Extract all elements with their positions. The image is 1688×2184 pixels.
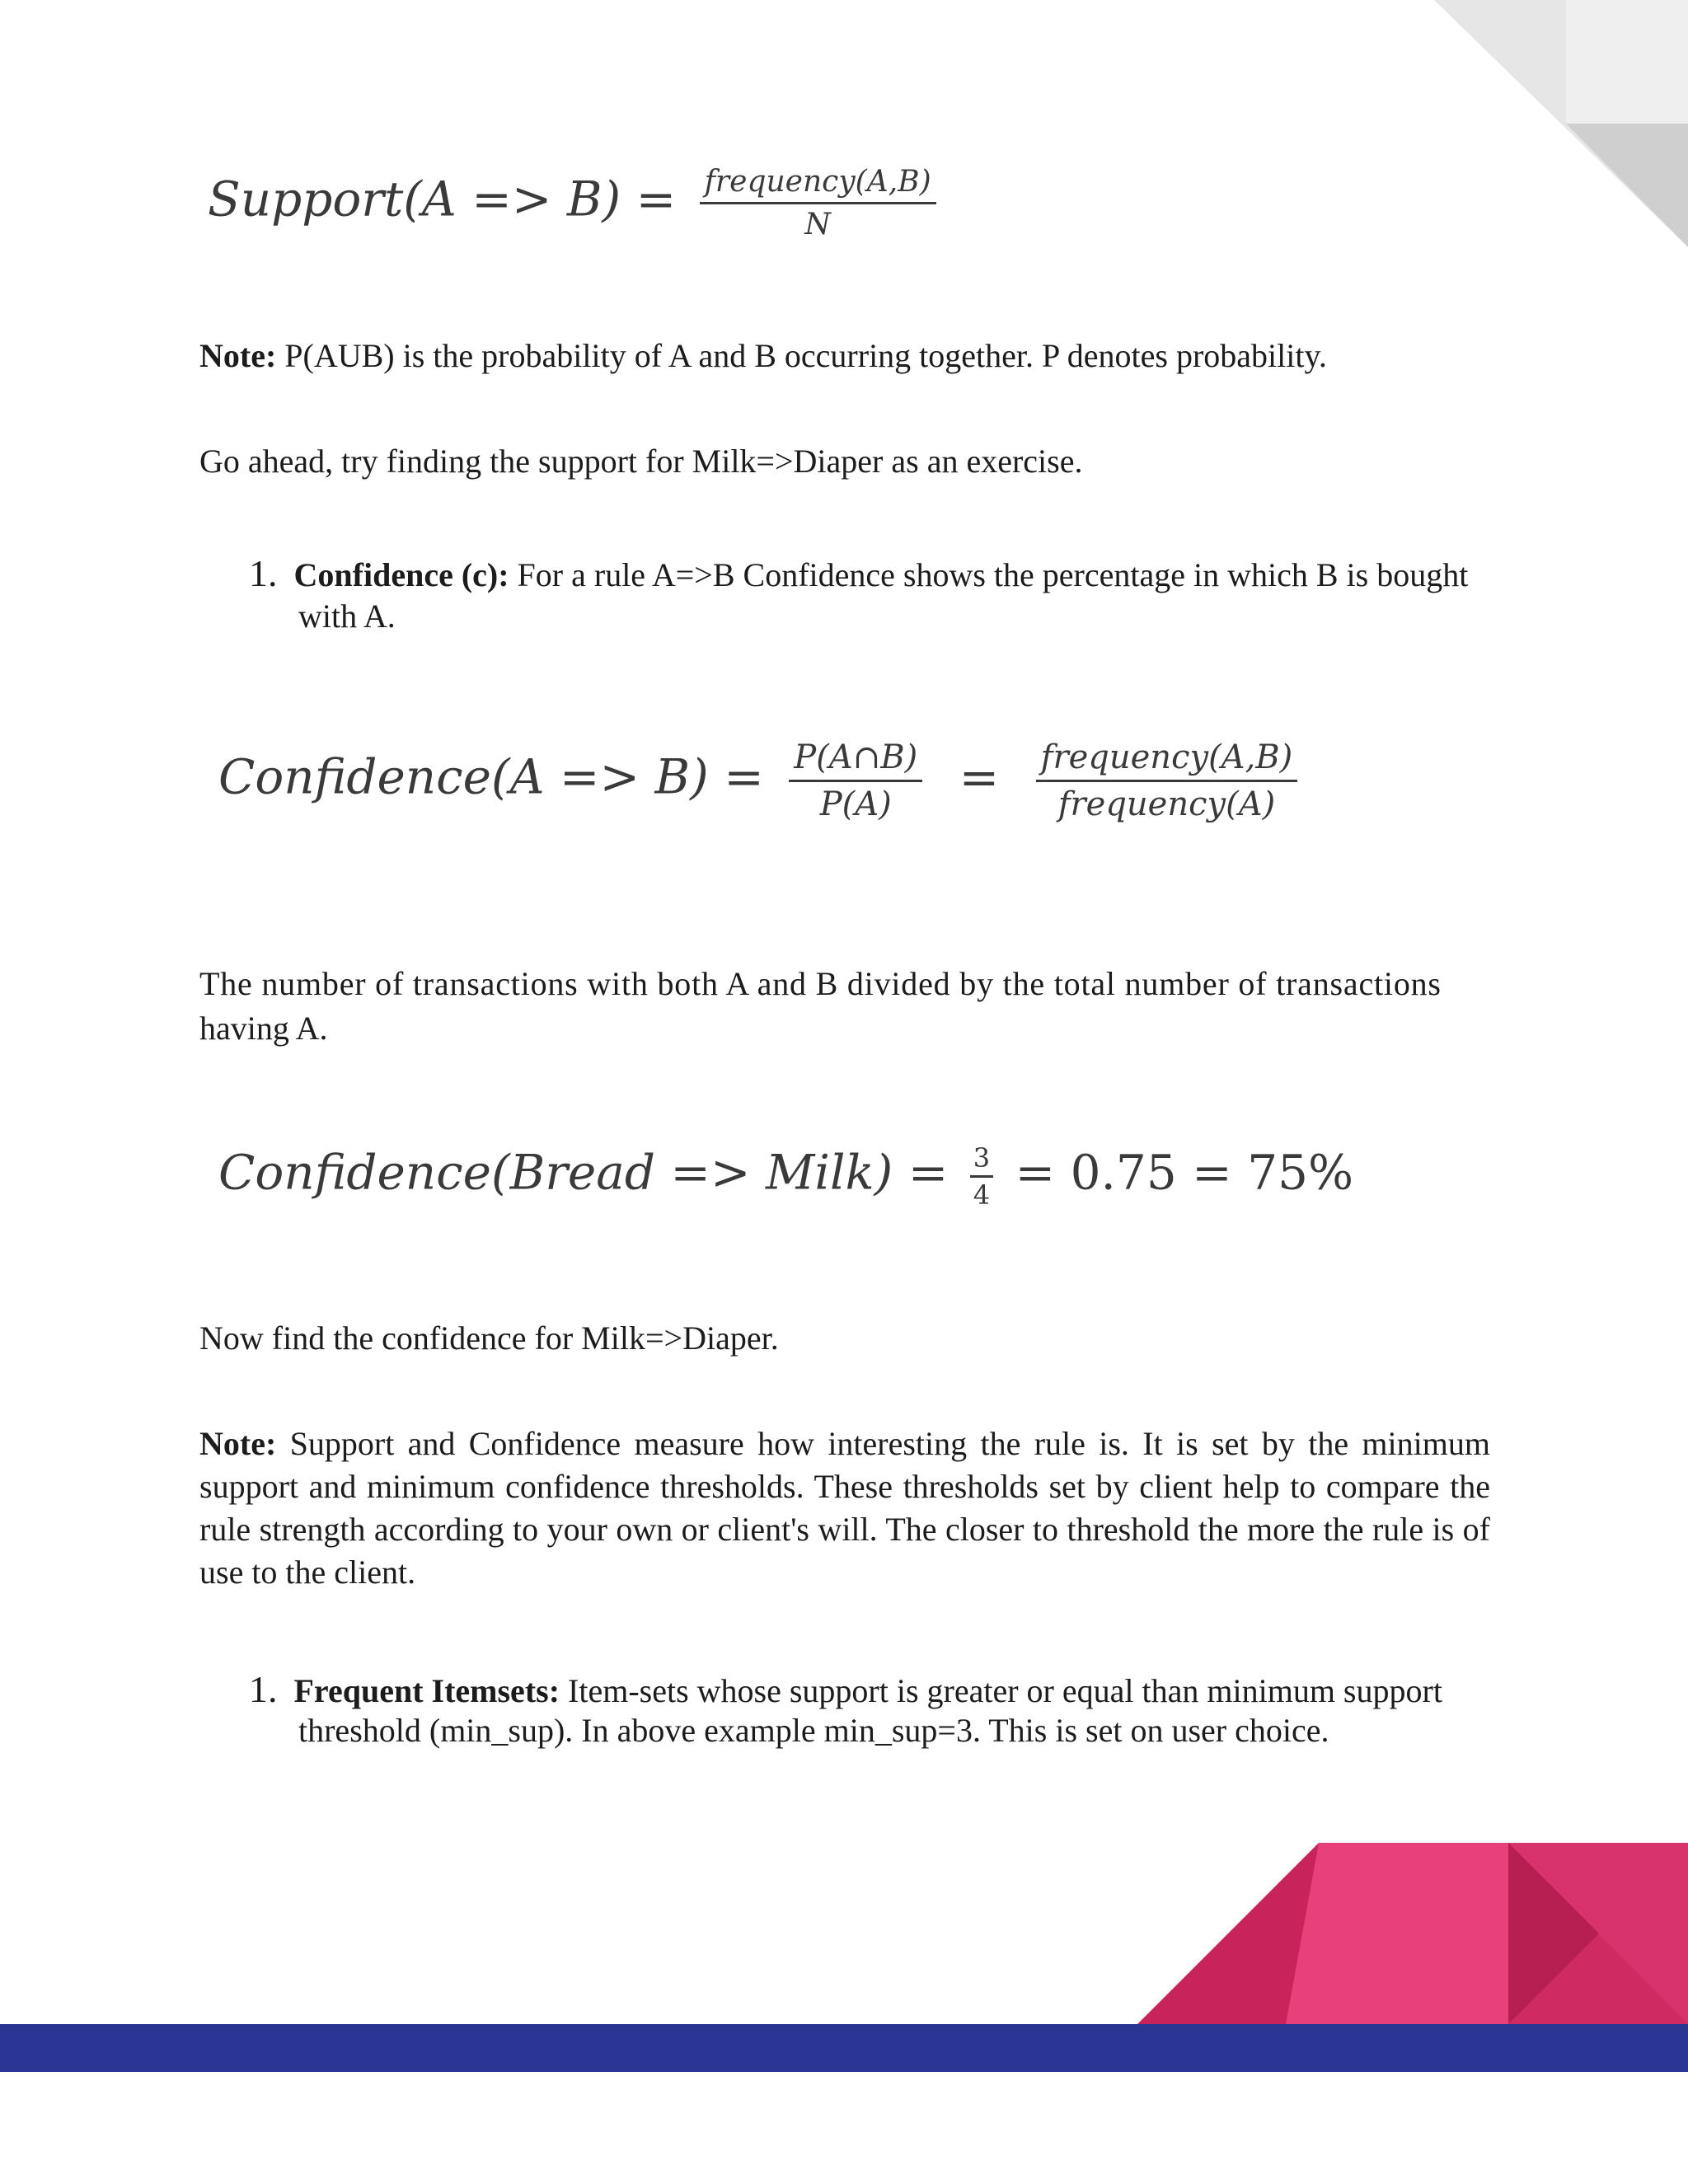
note-label: Note: <box>199 337 277 374</box>
confidence-example-numerator: 3 <box>970 1142 993 1178</box>
note-thresholds-label: Note: <box>199 1425 277 1462</box>
note-probability <box>199 335 1327 377</box>
footer-decoration <box>1137 1843 1688 2024</box>
footer-bar <box>0 2024 1688 2072</box>
confidence-example-fraction <box>970 1142 993 1211</box>
confidence-formula-lhs: Confidence(A => B) = <box>218 748 764 805</box>
confidence-freq-fraction <box>1036 738 1298 823</box>
confidence-example-lhs: Confidence(Bread => Milk) = <box>218 1144 949 1201</box>
note-text: P(AUB) is the probability of A and B occurring together. P denotes probability. <box>276 337 1327 374</box>
confidence-example-formula <box>218 1142 1353 1211</box>
support-denominator: N <box>804 208 831 241</box>
confidence-prob-fraction <box>789 738 922 823</box>
confidence-prob-numerator: P(A∩B) <box>789 738 922 782</box>
confidence-prob-denominator: P(A) <box>819 785 892 823</box>
list-number: 1. <box>249 1668 278 1710</box>
corner-decoration <box>1434 0 1688 255</box>
confidence-formula <box>218 738 1297 823</box>
exercise-support: Go ahead, try finding the support for Milk=>Diaper as an exercise. <box>199 443 1083 480</box>
support-formula-lhs: Support(A => B) = <box>208 171 677 227</box>
confidence-example-denominator: 4 <box>973 1179 991 1211</box>
confidence-term: Confidence (c): <box>293 556 509 593</box>
confidence-definition-item <box>249 552 1468 597</box>
frequent-itemsets-line1: Item-sets whose support is greater or equal than minimum support <box>560 1672 1442 1709</box>
confidence-freq-numerator: frequency(A,B) <box>1036 738 1298 782</box>
exercise-confidence: Now find the confidence for Milk=>Diaper. <box>199 1319 779 1357</box>
support-formula <box>208 165 936 241</box>
confidence-definition-line2: with A. <box>298 598 396 635</box>
confidence-definition-line1: For a rule A=>B Confidence shows the percentage in which B is bought <box>509 556 1469 593</box>
confidence-freq-denominator: frequency(A) <box>1057 785 1276 823</box>
list-number: 1. <box>249 552 278 594</box>
confidence-explanation-line1: The number of transactions with both A and B divided by the total number of transactions <box>199 965 1442 1002</box>
frequent-itemsets-item <box>249 1668 1442 1713</box>
frequent-itemsets-term: Frequent Itemsets: <box>293 1672 560 1709</box>
confidence-example-result: = 0.75 = 75% <box>1015 1144 1354 1201</box>
note-thresholds <box>199 1422 1490 1594</box>
confidence-formula-equals: = <box>959 748 1000 805</box>
confidence-explanation-line2: having A. <box>199 1010 328 1047</box>
note-thresholds-text: Support and Confidence measure how interesting the rule is. It is set by the minimum support and minimum confidence thresholds. These thresholds set by client help to compare the rule strength according to your own or client's will. The closer to threshold the more the rule is of use to the client. <box>199 1425 1490 1591</box>
support-numerator: frequency(A,B) <box>700 165 936 204</box>
frequent-itemsets-line2: threshold (min_sup). In above example min_sup=3. This is set on user choice. <box>298 1712 1329 1749</box>
support-fraction <box>700 165 936 241</box>
